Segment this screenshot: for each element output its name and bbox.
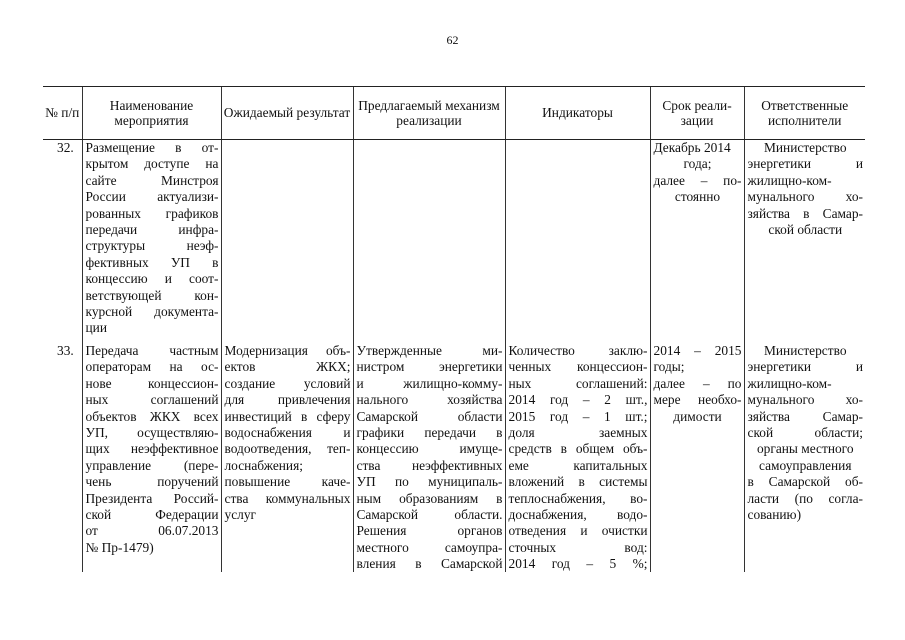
cell-name xyxy=(82,342,221,572)
cell-text-line: фективных УП в xyxy=(85,254,219,270)
row-number: 33. xyxy=(57,343,74,358)
cell-text-line: водоснабжения и xyxy=(224,424,351,440)
cell-text-line: УП по муниципаль- xyxy=(356,474,503,490)
cell-text-line: № Пр-1479) xyxy=(85,539,154,555)
cell-text-line: мере необхо- xyxy=(653,392,742,408)
cell-text-line: сточных вод: xyxy=(508,539,648,555)
cell-text-line: вления в Самарской xyxy=(356,556,503,572)
cell-text-line: сайте Минстроя xyxy=(85,172,219,188)
cell-text-line: ства неэффективных xyxy=(356,457,503,473)
header-indicators: Индикаторы xyxy=(505,87,650,140)
cell-result xyxy=(221,140,353,343)
cell-text-line: услуг xyxy=(224,506,257,522)
cell-text-line: концессию имуще- xyxy=(356,441,503,457)
cell-text-line: года; xyxy=(683,156,712,172)
cell-text-line: доля заемных xyxy=(508,424,648,440)
cell-text-line: мунального хо- xyxy=(747,392,863,408)
cell-text-line: чень поручений xyxy=(85,474,219,490)
cell-text-line: и жилищно-комму- xyxy=(356,375,503,391)
cell-text-line: нистром энергетики xyxy=(356,359,503,375)
cell-text-line: структуры неэф- xyxy=(85,238,219,254)
cell-text-line: 2014 – 2015 xyxy=(653,343,742,358)
cell-text-line: годы; xyxy=(653,359,685,375)
cell-text-line: 2014 год – 2 шт., xyxy=(508,392,648,408)
cell-text-line: Количество заклю- xyxy=(508,343,648,358)
cell-text-line: Самарской области xyxy=(356,408,503,424)
cell-text-line: лоснабжения; xyxy=(224,457,303,473)
cell-indicators xyxy=(505,140,650,343)
cell-text-line: объектов ЖКХ всех xyxy=(85,408,219,424)
cell-text-line: органы местного xyxy=(756,441,854,457)
cell-text-line: ции xyxy=(85,320,107,336)
cell-text-line: Решения органов xyxy=(356,523,503,539)
cell-text-line: доснабжения, водо- xyxy=(508,506,648,522)
cell-text-line: стоянно xyxy=(674,189,721,205)
page-number: 62 xyxy=(446,33,459,47)
table-header-row xyxy=(43,87,865,140)
cell-text-line: в Самарской об- xyxy=(747,474,863,490)
cell-text-line: ласти (по согла- xyxy=(747,490,863,506)
cell-text-line: инвестиций в сферу xyxy=(224,408,351,424)
cell-text-line: ченных концессион- xyxy=(508,359,648,375)
cell-text-line: ным образованиям в xyxy=(356,490,503,506)
header-number: № п/п xyxy=(43,87,82,140)
cell-text-line: жилищно-ком- xyxy=(747,172,832,188)
cell-text-line: щих неэффективное xyxy=(85,441,219,457)
cell-text-line: мунального хо- xyxy=(747,189,863,205)
cell-text-line: курсной документа- xyxy=(85,303,219,319)
cell-text-line: 2015 год – 1 шт.; xyxy=(508,408,648,424)
cell-text-line: ской области; xyxy=(747,424,863,440)
cell-text-line: Самарской области. xyxy=(356,506,503,522)
cell-name xyxy=(82,140,221,343)
cell-text-line: Утвержденные ми- xyxy=(356,343,503,358)
cell-text-line: вложений в системы xyxy=(508,474,648,490)
cell-text-line: графики передачи в xyxy=(356,424,503,440)
cell-text-line: ветствующей кон- xyxy=(85,287,219,303)
header-name: Наименование мероприятия xyxy=(82,87,221,140)
cell-text-line: крытом доступе на xyxy=(85,156,219,172)
cell-mechanism xyxy=(353,140,505,343)
cell-text-line: ской Федерации xyxy=(85,506,219,522)
cell-text-line: зяйства Самар- xyxy=(747,408,863,424)
cell-indicators xyxy=(505,342,650,572)
cell-text-line: местного самоупра- xyxy=(356,539,503,555)
cell-text-line: Декабрь 2014 xyxy=(653,140,731,155)
cell-text-line: рованных графиков xyxy=(85,205,219,221)
cell-text-line: Министерство xyxy=(763,343,847,358)
header-result: Ожидаемый результат xyxy=(221,87,353,140)
header-mechanism: Предлагаемый механизм реализации xyxy=(353,87,505,140)
table-row xyxy=(43,140,865,343)
cell-text-line: России актуализи- xyxy=(85,189,219,205)
cell-term xyxy=(650,342,744,572)
cell-executors xyxy=(744,342,865,572)
cell-mechanism xyxy=(353,342,505,572)
cell-executors xyxy=(744,140,865,343)
cell-text-line: самоуправления xyxy=(759,457,852,473)
cell-text-line: отведения и очистки xyxy=(508,523,648,539)
cell-text-line: ектов ЖКХ; xyxy=(224,359,351,375)
cell-text-line: водоотведения, теп- xyxy=(224,441,351,457)
cell-text-line: зяйства в Самар- xyxy=(747,205,863,221)
cell-text-line: сованию) xyxy=(747,506,802,522)
cell-text-line: Президента Россий- xyxy=(85,490,219,506)
cell-text-line: димости xyxy=(673,408,722,424)
cell-term xyxy=(650,140,744,343)
cell-text-line: далее – по- xyxy=(653,172,742,188)
cell-text-line: Модернизация объ- xyxy=(224,343,351,358)
cell-text-line: еме капитальных xyxy=(508,457,648,473)
cell-text-line: создание условий xyxy=(224,375,351,391)
cell-text-line: ства коммунальных xyxy=(224,490,351,506)
cell-text-line: от 06.07.2013 xyxy=(85,523,219,539)
cell-text-line: операторам на ос- xyxy=(85,359,219,375)
cell-text-line: повышение каче- xyxy=(224,474,351,490)
cell-text-line: Передача частным xyxy=(85,343,219,358)
cell-text-line: средств в общем объ- xyxy=(508,441,648,457)
cell-text-line: концессию и соот- xyxy=(85,271,219,287)
cell-text-line: энергетики и xyxy=(747,359,863,375)
cell-text-line: ской области xyxy=(768,221,843,237)
cell-text-line: передачи инфра- xyxy=(85,221,219,237)
table-row xyxy=(43,342,865,572)
cell-text-line: ных соглашений: xyxy=(508,375,648,391)
row-number: 32. xyxy=(57,140,74,155)
cell-text-line: 2014 год – 5 %; xyxy=(508,556,648,572)
cell-text-line: ных соглашений xyxy=(85,392,219,408)
cell-text-line: далее – по xyxy=(653,375,742,391)
cell-text-line: Размещение в от- xyxy=(85,140,219,155)
cell-text-line: управление (пере- xyxy=(85,457,219,473)
cell-text-line: жилищно-ком- xyxy=(747,375,832,391)
header-term: Срок реали- зации xyxy=(650,87,744,140)
header-executors: Ответственные исполнители xyxy=(744,87,865,140)
cell-text-line: энергетики и xyxy=(747,156,863,172)
cell-text-line: нального хозяйства xyxy=(356,392,503,408)
cell-text-line: теплоснабжения, во- xyxy=(508,490,648,506)
action-plan-table xyxy=(43,86,865,572)
cell-result xyxy=(221,342,353,572)
cell-text-line: УП, осуществляю- xyxy=(85,424,219,440)
cell-text-line: нове концессион- xyxy=(85,375,219,391)
cell-text-line: Министерство xyxy=(763,140,847,155)
cell-text-line: для привлечения xyxy=(224,392,351,408)
